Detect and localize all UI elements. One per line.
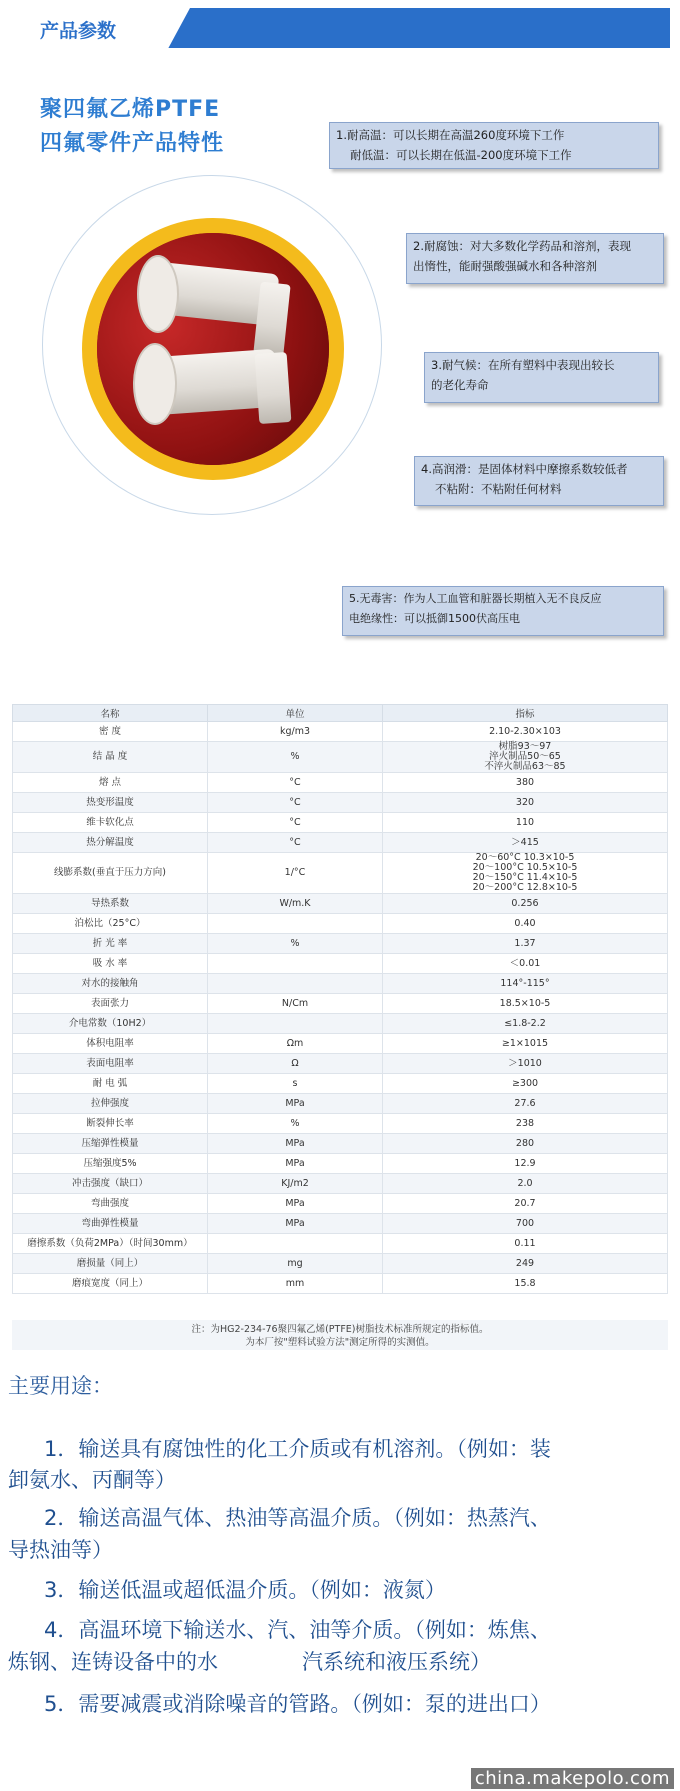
cell-value: 2.10-2.30×103 (383, 722, 668, 742)
cell-name: 熔 点 (13, 773, 208, 793)
cell-value: 280 (383, 1134, 668, 1154)
feature-text: 2.耐腐蚀：对大多数化学药品和溶剂，表现 (413, 239, 631, 253)
spec-table (12, 704, 668, 1294)
cell-value: 27.6 (383, 1094, 668, 1114)
feature-text: 不粘附：不粘附任何材料 (435, 482, 562, 496)
cell-unit: °C (208, 813, 383, 833)
cell-value: ≤1.8-2.2 (383, 1014, 668, 1034)
column-header-unit: 单位 (208, 705, 383, 722)
feature-box-4 (414, 456, 664, 506)
feature-text: 电绝缘性：可以抵御1500伏高压电 (349, 612, 520, 625)
cell-value: ≥1×1015 (383, 1034, 668, 1054)
table-row (13, 1114, 668, 1134)
cell-unit: °C (208, 773, 383, 793)
table-row (13, 773, 668, 793)
use-item: 2．输送高温气体、热油等高温介质。（例如：热蒸汽、 (44, 1506, 551, 1530)
feature-text: 1.耐高温：可以长期在高温260度环境下工作 (336, 128, 565, 142)
cell-value: 114°-115° (383, 974, 668, 994)
cell-value: ≥300 (383, 1074, 668, 1094)
cell-name: 体积电阻率 (13, 1034, 208, 1054)
cell-unit: % (208, 742, 383, 773)
table-row (13, 1034, 668, 1054)
cell-unit: kg/m3 (208, 722, 383, 742)
cell-value: 320 (383, 793, 668, 813)
cell-value: 20.7 (383, 1194, 668, 1214)
cell-name: 结 晶 度 (13, 742, 208, 773)
cell-unit: s (208, 1074, 383, 1094)
product-photo (82, 218, 344, 480)
cell-value: 380 (383, 773, 668, 793)
table-row (13, 1054, 668, 1074)
cell-name: 拉伸强度 (13, 1094, 208, 1114)
cell-name: 磨擦系数（负荷2MPa）（时间30mm） (13, 1234, 208, 1254)
feature-box-2 (406, 233, 664, 284)
cell-value: 0.11 (383, 1234, 668, 1254)
cell-value: 700 (383, 1214, 668, 1234)
use-item-continued: 炼钢、连铸设备中的水 汽系统和液压系统） (8, 1650, 491, 1674)
cell-value: 12.9 (383, 1154, 668, 1174)
table-row (13, 1074, 668, 1094)
cell-name: 磨损量（同上） (13, 1254, 208, 1274)
table-row (13, 1134, 668, 1154)
cell-unit: MPa (208, 1214, 383, 1234)
table-row (13, 994, 668, 1014)
cell-unit: mm (208, 1274, 383, 1294)
section-header (10, 8, 670, 48)
cell-unit (208, 914, 383, 934)
cell-name: 对水的接触角 (13, 974, 208, 994)
feature-title-line2: 四氟零件产品特性 (40, 131, 225, 156)
cell-unit (208, 1234, 383, 1254)
cell-name: 导热系数 (13, 894, 208, 914)
watermark: china.makepolo.com (471, 1768, 674, 1789)
cell-name: 弯曲强度 (13, 1194, 208, 1214)
feature-box-3 (424, 352, 659, 403)
table-row (13, 1194, 668, 1214)
cell-value: ＞415 (383, 833, 668, 853)
cell-name: 断裂伸长率 (13, 1114, 208, 1134)
column-header-name: 名称 (13, 705, 208, 722)
table-row (13, 722, 668, 742)
cell-unit: KJ/m2 (208, 1174, 383, 1194)
table-row (13, 934, 668, 954)
feature-text: 耐低温：可以长期在低温-200度环境下工作 (350, 148, 572, 162)
cell-unit: % (208, 1114, 383, 1134)
cell-value: 15.8 (383, 1274, 668, 1294)
column-header-value: 指标 (383, 705, 668, 722)
cell-name: 磨痕宽度（同上） (13, 1274, 208, 1294)
cell-unit: °C (208, 793, 383, 813)
cell-unit (208, 954, 383, 974)
cell-value: 20～60°C 10.3×10-5 20～100°C 10.5×10-5 20～150°C 11.4×10-5 20～200°C 12.8×10-5 (383, 853, 668, 894)
cell-name: 介电常数（10H2） (13, 1014, 208, 1034)
feature-text: 4.高润滑：是固体材料中摩擦系数较低者 (421, 462, 628, 476)
table-row (13, 1014, 668, 1034)
table-row (13, 954, 668, 974)
use-item-continued: 导热油等） (8, 1538, 113, 1562)
cell-unit (208, 974, 383, 994)
cell-unit: MPa (208, 1154, 383, 1174)
cell-name: 吸 水 率 (13, 954, 208, 974)
cell-name: 表面张力 (13, 994, 208, 1014)
cell-name: 线膨系数(垂直于压力方向) (13, 853, 208, 894)
cell-value: 110 (383, 813, 668, 833)
feature-box-5 (342, 586, 664, 636)
cell-unit: Ω (208, 1054, 383, 1074)
feature-box-1 (329, 122, 659, 169)
cell-unit: % (208, 934, 383, 954)
cell-name: 密 度 (13, 722, 208, 742)
cell-unit: MPa (208, 1094, 383, 1114)
table-row (13, 1254, 668, 1274)
table-row (13, 894, 668, 914)
table-note-line1: 注：为HG2-234-76聚四氟乙烯(PTFE)树脂技术标准所规定的指标值。 (191, 1324, 489, 1335)
use-item: 4．高温环境下输送水、汽、油等介质。（例如：炼焦、 (44, 1618, 551, 1642)
cell-unit: Ωm (208, 1034, 383, 1054)
cell-name: 耐 电 弧 (13, 1074, 208, 1094)
cell-value: 1.37 (383, 934, 668, 954)
table-row (13, 853, 668, 894)
table-row (13, 1094, 668, 1114)
table-row (13, 974, 668, 994)
cell-value: 0.256 (383, 894, 668, 914)
cell-unit: N/Cm (208, 994, 383, 1014)
table-row (13, 1214, 668, 1234)
feature-text: 的老化寿命 (431, 378, 489, 392)
cell-name: 弯曲弹性模量 (13, 1214, 208, 1234)
cell-name: 热变形温度 (13, 793, 208, 813)
cell-value: ＜0.01 (383, 954, 668, 974)
table-row (13, 914, 668, 934)
cell-name: 表面电阻率 (13, 1054, 208, 1074)
feature-text: 5.无毒害：作为人工血管和脏器长期植入无不良反应 (349, 592, 602, 605)
cell-name: 热分解温度 (13, 833, 208, 853)
cell-unit: MPa (208, 1134, 383, 1154)
section-title: 产品参数 (40, 20, 117, 42)
use-item: 5．需要减震或消除噪音的管路。（例如：泵的进出口） (44, 1692, 551, 1716)
table-row (13, 1234, 668, 1254)
table-row (13, 742, 668, 773)
cell-value: ＞1010 (383, 1054, 668, 1074)
cell-value: 249 (383, 1254, 668, 1274)
cell-unit: W/m.K (208, 894, 383, 914)
feature-title-line1: 聚四氟乙烯PTFE (40, 97, 221, 122)
cell-name: 压缩弹性模量 (13, 1134, 208, 1154)
use-item-continued: 卸氨水、丙酮等） (8, 1468, 176, 1492)
cell-value: 238 (383, 1114, 668, 1134)
table-row (13, 793, 668, 813)
cell-unit: MPa (208, 1194, 383, 1214)
cell-unit: °C (208, 833, 383, 853)
cell-value: 18.5×10-5 (383, 994, 668, 1014)
cell-name: 压缩强度5% (13, 1154, 208, 1174)
table-note (12, 1320, 668, 1350)
table-row (13, 1174, 668, 1194)
cell-name: 泊松比（25°C） (13, 914, 208, 934)
use-item: 1．输送具有腐蚀性的化工介质或有机溶剂。（例如：装 (44, 1437, 551, 1461)
table-row (13, 1154, 668, 1174)
cell-name: 维卡软化点 (13, 813, 208, 833)
cell-value: 树脂93～97 淬火制品50～65 不淬火制品63～85 (383, 742, 668, 773)
cell-name: 折 光 率 (13, 934, 208, 954)
table-row (13, 833, 668, 853)
cell-unit (208, 1014, 383, 1034)
table-header-row (13, 705, 668, 722)
cell-unit: mg (208, 1254, 383, 1274)
cell-value: 0.40 (383, 914, 668, 934)
feature-text: 出惰性，能耐强酸强碱水和各种溶剂 (413, 259, 597, 273)
use-item: 3．输送低温或超低温介质。（例如：液氮） (44, 1578, 446, 1602)
feature-text: 3.耐气候：在所有塑料中表现出较长 (431, 358, 615, 372)
cell-unit: 1/°C (208, 853, 383, 894)
table-row (13, 1274, 668, 1294)
table-note-line2: 为本厂按"塑料试验方法"测定所得的实测值。 (245, 1337, 435, 1348)
table-row (13, 813, 668, 833)
cell-value: 2.0 (383, 1174, 668, 1194)
cell-name: 冲击强度（缺口） (13, 1174, 208, 1194)
uses-title: 主要用途： (8, 1374, 113, 1398)
